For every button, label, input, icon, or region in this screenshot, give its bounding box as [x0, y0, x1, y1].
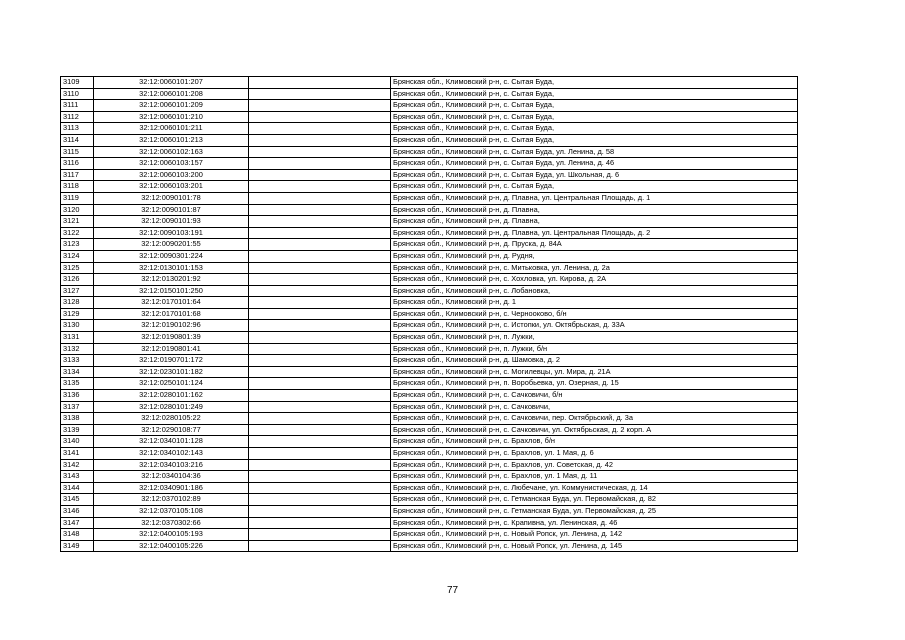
table-row [61, 448, 798, 460]
row-number-cell: 3126 [61, 274, 94, 286]
address-cell: Брянская обл., Климовский р-н, с. Сытая Буда, [391, 123, 798, 135]
address-cell: Брянская обл., Климовский р-н, с. Новый Ропск, ул. Ленина, д. 145 [391, 540, 798, 552]
page-number: 77 [446, 585, 459, 596]
table-row [61, 285, 798, 297]
cadastral-number-cell: 32:12:0090301:224 [94, 250, 249, 262]
cadastral-number-cell: 32:12:0370102:89 [94, 494, 249, 506]
row-number-cell: 3120 [61, 204, 94, 216]
cadastral-number-cell: 32:12:0130101:153 [94, 262, 249, 274]
cadastral-number-cell: 32:12:0250101:124 [94, 378, 249, 390]
row-number-cell: 3143 [61, 471, 94, 483]
cadastral-number-cell: 32:12:0370105:108 [94, 505, 249, 517]
name-cell [249, 77, 391, 89]
name-cell [249, 169, 391, 181]
address-cell: Брянская обл., Климовский р-н, д. Плавна, ул. Центральная Площадь, д. 1 [391, 192, 798, 204]
address-cell: Брянская обл., Климовский р-н, с. Брахлов, ул. Советская, д. 42 [391, 459, 798, 471]
name-cell [249, 204, 391, 216]
name-cell [249, 378, 391, 390]
address-cell: Брянская обл., Климовский р-н, с. Сытая Буда, [391, 77, 798, 89]
table-row [61, 274, 798, 286]
name-cell [249, 529, 391, 541]
row-number-cell: 3111 [61, 100, 94, 112]
name-cell [249, 227, 391, 239]
table-row [61, 482, 798, 494]
row-number-cell: 3142 [61, 459, 94, 471]
row-number-cell: 3122 [61, 227, 94, 239]
name-cell [249, 517, 391, 529]
row-number-cell: 3144 [61, 482, 94, 494]
row-number-cell: 3118 [61, 181, 94, 193]
address-cell: Брянская обл., Климовский р-н, с. Сытая Буда, ул. Ленина, д. 58 [391, 146, 798, 158]
cadastral-number-cell: 32:12:0340104:36 [94, 471, 249, 483]
table-row [61, 320, 798, 332]
table-row [61, 471, 798, 483]
address-cell: Брянская обл., Климовский р-н, д. Плавна, [391, 216, 798, 228]
cadastral-number-cell: 32:12:0280105:22 [94, 413, 249, 425]
name-cell [249, 494, 391, 506]
name-cell [249, 436, 391, 448]
row-number-cell: 3139 [61, 424, 94, 436]
name-cell [249, 332, 391, 344]
row-number-cell: 3116 [61, 158, 94, 170]
address-cell: Брянская обл., Климовский р-н, с. Брахлов, ул. 1 Мая, д. 6 [391, 448, 798, 460]
table-row [61, 100, 798, 112]
row-number-cell: 3129 [61, 308, 94, 320]
cadastral-number-cell: 32:12:0190801:39 [94, 332, 249, 344]
name-cell [249, 343, 391, 355]
table-row [61, 262, 798, 274]
cadastral-number-cell: 32:12:0190701:172 [94, 355, 249, 367]
cadastral-number-cell: 32:12:0090101:78 [94, 192, 249, 204]
row-number-cell: 3115 [61, 146, 94, 158]
row-number-cell: 3117 [61, 169, 94, 181]
address-cell: Брянская обл., Климовский р-н, с. Чернооково, б/н [391, 308, 798, 320]
table-row [61, 111, 798, 123]
cadastral-number-cell: 32:12:0060103:157 [94, 158, 249, 170]
address-cell: Брянская обл., Климовский р-н, с. Сытая Буда, [391, 111, 798, 123]
address-cell: Брянская обл., Климовский р-н, с. Митьковка, ул. Ленина, д. 2а [391, 262, 798, 274]
address-cell: Брянская обл., Климовский р-н, д. Шамовка, д. 2 [391, 355, 798, 367]
row-number-cell: 3138 [61, 413, 94, 425]
row-number-cell: 3147 [61, 517, 94, 529]
address-cell: Брянская обл., Климовский р-н, с. Гетманская Буда, ул. Первомайская, д. 82 [391, 494, 798, 506]
row-number-cell: 3123 [61, 239, 94, 251]
cadastral-number-cell: 32:12:0090201:55 [94, 239, 249, 251]
address-cell: Брянская обл., Климовский р-н, с. Брахлов, ул. 1 Мая, д. 11 [391, 471, 798, 483]
name-cell [249, 297, 391, 309]
table-row [61, 494, 798, 506]
table-row [61, 459, 798, 471]
name-cell [249, 401, 391, 413]
name-cell [249, 100, 391, 112]
address-cell: Брянская обл., Климовский р-н, п. Воробьевка, ул. Озерная, д. 15 [391, 378, 798, 390]
row-number-cell: 3134 [61, 366, 94, 378]
cadastral-number-cell: 32:12:0170101:64 [94, 297, 249, 309]
table-row [61, 540, 798, 552]
row-number-cell: 3145 [61, 494, 94, 506]
cadastral-number-cell: 32:12:0370302:66 [94, 517, 249, 529]
table-row [61, 505, 798, 517]
table-row [61, 366, 798, 378]
cadastral-number-cell: 32:12:0340901:186 [94, 482, 249, 494]
row-number-cell: 3135 [61, 378, 94, 390]
cadastral-number-cell: 32:12:0290108:77 [94, 424, 249, 436]
name-cell [249, 123, 391, 135]
registry-table-body [61, 77, 798, 552]
cadastral-number-cell: 32:12:0060101:211 [94, 123, 249, 135]
row-number-cell: 3131 [61, 332, 94, 344]
row-number-cell: 3130 [61, 320, 94, 332]
name-cell [249, 308, 391, 320]
table-row [61, 413, 798, 425]
address-cell: Брянская обл., Климовский р-н, д. Плавна, ул. Центральная Площадь, д. 2 [391, 227, 798, 239]
cadastral-number-cell: 32:12:0060102:163 [94, 146, 249, 158]
table-row [61, 308, 798, 320]
table-row [61, 216, 798, 228]
address-cell: Брянская обл., Климовский р-н, п. Лужки, [391, 332, 798, 344]
address-cell: Брянская обл., Климовский р-н, с. Сачковичи, [391, 401, 798, 413]
row-number-cell: 3136 [61, 390, 94, 402]
name-cell [249, 158, 391, 170]
table-row [61, 239, 798, 251]
table-row [61, 424, 798, 436]
cadastral-number-cell: 32:12:0090101:93 [94, 216, 249, 228]
table-row [61, 390, 798, 402]
name-cell [249, 239, 391, 251]
table-row [61, 401, 798, 413]
address-cell: Брянская обл., Климовский р-н, с. Сытая Буда, [391, 134, 798, 146]
name-cell [249, 146, 391, 158]
name-cell [249, 448, 391, 460]
table-row [61, 332, 798, 344]
cadastral-number-cell: 32:12:0060101:209 [94, 100, 249, 112]
table-row [61, 134, 798, 146]
row-number-cell: 3119 [61, 192, 94, 204]
address-cell: Брянская обл., Климовский р-н, с. Брахлов, б/н [391, 436, 798, 448]
address-cell: Брянская обл., Климовский р-н, д. Рудня, [391, 250, 798, 262]
name-cell [249, 355, 391, 367]
row-number-cell: 3133 [61, 355, 94, 367]
name-cell [249, 216, 391, 228]
cadastral-number-cell: 32:12:0340103:216 [94, 459, 249, 471]
cadastral-number-cell: 32:12:0150101:250 [94, 285, 249, 297]
cadastral-number-cell: 32:12:0170101:68 [94, 308, 249, 320]
address-cell: Брянская обл., Климовский р-н, с. Сачковичи, ул. Октябрьская, д. 2 корп. А [391, 424, 798, 436]
cadastral-number-cell: 32:12:0060103:200 [94, 169, 249, 181]
cadastral-number-cell: 32:12:0130201:92 [94, 274, 249, 286]
name-cell [249, 413, 391, 425]
name-cell [249, 134, 391, 146]
address-cell: Брянская обл., Климовский р-н, с. Сачковичи, б/н [391, 390, 798, 402]
cadastral-number-cell: 32:12:0060101:210 [94, 111, 249, 123]
name-cell [249, 262, 391, 274]
cadastral-number-cell: 32:12:0400105:226 [94, 540, 249, 552]
cadastral-number-cell: 32:12:0340101:128 [94, 436, 249, 448]
row-number-cell: 3121 [61, 216, 94, 228]
address-cell: Брянская обл., Климовский р-н, п. Лужки, б/н [391, 343, 798, 355]
address-cell: Брянская обл., Климовский р-н, с. Лобановка, [391, 285, 798, 297]
table-row [61, 250, 798, 262]
table-row [61, 343, 798, 355]
address-cell: Брянская обл., Климовский р-н, с. Хохловка, ул. Кирова, д. 2А [391, 274, 798, 286]
name-cell [249, 320, 391, 332]
name-cell [249, 192, 391, 204]
name-cell [249, 285, 391, 297]
cadastral-number-cell: 32:12:0090103:191 [94, 227, 249, 239]
row-number-cell: 3146 [61, 505, 94, 517]
cadastral-number-cell: 32:12:0190801:41 [94, 343, 249, 355]
table-row [61, 297, 798, 309]
table-row [61, 227, 798, 239]
cadastral-number-cell: 32:12:0060101:208 [94, 88, 249, 100]
name-cell [249, 505, 391, 517]
row-number-cell: 3128 [61, 297, 94, 309]
cadastral-number-cell: 32:12:0060103:201 [94, 181, 249, 193]
address-cell: Брянская обл., Климовский р-н, д. Пруска, д. 84А [391, 239, 798, 251]
property-registry-table [60, 76, 798, 552]
table-row [61, 378, 798, 390]
table-row [61, 204, 798, 216]
name-cell [249, 111, 391, 123]
row-number-cell: 3141 [61, 448, 94, 460]
address-cell: Брянская обл., Климовский р-н, д. 1 [391, 297, 798, 309]
address-cell: Брянская обл., Климовский р-н, с. Сытая Буда, [391, 181, 798, 193]
row-number-cell: 3140 [61, 436, 94, 448]
row-number-cell: 3148 [61, 529, 94, 541]
address-cell: Брянская обл., Климовский р-н, с. Гетманская Буда, ул. Первомайская, д. 25 [391, 505, 798, 517]
cadastral-number-cell: 32:12:0280101:249 [94, 401, 249, 413]
row-number-cell: 3109 [61, 77, 94, 89]
address-cell: Брянская обл., Климовский р-н, с. Крапивна, ул. Ленинская, д. 46 [391, 517, 798, 529]
table-row [61, 158, 798, 170]
cadastral-number-cell: 32:12:0060101:213 [94, 134, 249, 146]
name-cell [249, 459, 391, 471]
row-number-cell: 3149 [61, 540, 94, 552]
address-cell: Брянская обл., Климовский р-н, с. Сачковичи, пер. Октябрьский, д. 3а [391, 413, 798, 425]
row-number-cell: 3124 [61, 250, 94, 262]
row-number-cell: 3110 [61, 88, 94, 100]
cadastral-number-cell: 32:12:0060101:207 [94, 77, 249, 89]
address-cell: Брянская обл., Климовский р-н, с. Любечане, ул. Коммунистическая, д. 14 [391, 482, 798, 494]
address-cell: Брянская обл., Климовский р-н, с. Сытая Буда, [391, 88, 798, 100]
address-cell: Брянская обл., Климовский р-н, с. Сытая Буда, ул. Ленина, д. 46 [391, 158, 798, 170]
table-row [61, 77, 798, 89]
address-cell: Брянская обл., Климовский р-н, с. Сытая Буда, [391, 100, 798, 112]
row-number-cell: 3114 [61, 134, 94, 146]
address-cell: Брянская обл., Климовский р-н, с. Могилевцы, ул. Мира, д. 21А [391, 366, 798, 378]
table-row [61, 355, 798, 367]
name-cell [249, 390, 391, 402]
name-cell [249, 424, 391, 436]
name-cell [249, 366, 391, 378]
name-cell [249, 482, 391, 494]
row-number-cell: 3113 [61, 123, 94, 135]
cadastral-number-cell: 32:12:0090101:87 [94, 204, 249, 216]
row-number-cell: 3132 [61, 343, 94, 355]
cadastral-number-cell: 32:12:0280101:162 [94, 390, 249, 402]
cadastral-number-cell: 32:12:0230101:182 [94, 366, 249, 378]
address-cell: Брянская обл., Климовский р-н, с. Сытая Буда, ул. Школьная, д. 6 [391, 169, 798, 181]
cadastral-number-cell: 32:12:0400105:193 [94, 529, 249, 541]
table-row [61, 181, 798, 193]
row-number-cell: 3127 [61, 285, 94, 297]
address-cell: Брянская обл., Климовский р-н, д. Плавна, [391, 204, 798, 216]
name-cell [249, 250, 391, 262]
table-row [61, 88, 798, 100]
table-row [61, 192, 798, 204]
table-row [61, 123, 798, 135]
row-number-cell: 3137 [61, 401, 94, 413]
row-number-cell: 3112 [61, 111, 94, 123]
name-cell [249, 471, 391, 483]
table-row [61, 169, 798, 181]
address-cell: Брянская обл., Климовский р-н, с. Истопки, ул. Октябрьская, д. 33А [391, 320, 798, 332]
table-row [61, 517, 798, 529]
table-row [61, 529, 798, 541]
name-cell [249, 274, 391, 286]
cadastral-number-cell: 32:12:0340102:143 [94, 448, 249, 460]
row-number-cell: 3125 [61, 262, 94, 274]
name-cell [249, 181, 391, 193]
cadastral-number-cell: 32:12:0190102:96 [94, 320, 249, 332]
table-row [61, 436, 798, 448]
name-cell [249, 88, 391, 100]
name-cell [249, 540, 391, 552]
table-row [61, 146, 798, 158]
address-cell: Брянская обл., Климовский р-н, с. Новый Ропск, ул. Ленина, д. 142 [391, 529, 798, 541]
